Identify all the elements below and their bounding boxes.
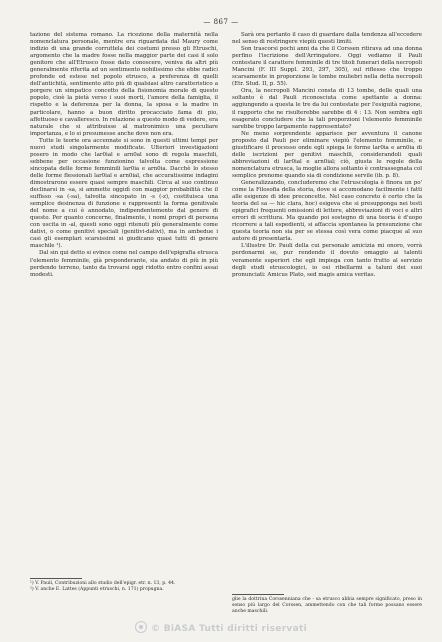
left-text-column: [30, 32, 218, 577]
footnote: glie la dottrina Corssenniana che - sa etrusco abbia sempre significato, preso in senso più largo del Corssen, ammettendo con che tali forme possano essere anche maschili.: [232, 597, 422, 614]
paragraph: Sarà ora pertanto il caso di guardare dalla tendenza all'eccedere nel senso di restringere viepiù questi limiti.: [232, 32, 422, 46]
footnote: ¹) V. Pauli, Contribuzioni allo studio dell'epigr. etr. n. 13, p. 44.: [30, 581, 176, 586]
paragraph: Generalizzando, concluderemo che l'etruscologia è finora un po' come la Filosofia della storia, dove si accomodano facilmente i fatti alle esigenze di idee preconcette. Nel caso concreto è certo che la teoria del sa — hic clara, hoc) esigeva che si presupponga nei testi epigrafici frequenti omissioni di lettere, abbreviazioni di voci e altri errori di scrittura. Ma quando poi sostegno di una teoria è d'uopo ricorrere a tali espedienti, si affaccia spontanea la presunzione che questa teoria non sia per se stessa così vera come piacque al suo autore di presentarla.: [232, 179, 422, 243]
paragraph: Son trascorsi pochi anni da che il Corssen ritirava ad una donna perfino l'iscrizione dell'Arringatore. Oggi vediamo il Pauli contestare il carattere femminile di tre titoli funerari della necropoli Mancini (F. III Suppl. 293, 297, 305), sul riflesso che troppo scarsamente in proporzione le tombe muliebri nella detta necropoli (Etr. Stud. II, p. 55).: [232, 46, 422, 88]
paragraph: tazione del sistema romano. La ricezione della maternità nella nomenclatura personale, mentre era riguardata dal Maury come indizio di una grande corruttela dei costumi presso gli Etruschi, argomento che la madre fosse nella maggior parte dei casi il solo genitore che all'Etrusco fosse dato conoscere, veniva da altri più generalmente riferita ad un sentimento nobilissimo che ebbe radici profonde ed estese nel popolo etrusco, a preferenza di quelli dell'antichità, sentimento atto più di qualsiasi altro caratteristico a porgere un simpatico concetto della fisionomia morale di questo popolo, cioè la pietà verso i suoi morti, l'amore della famiglia, il rispetto e la deferenza per la donna, la sposa e la madre in particolare, hanno a buon diritto procacciato fama di pio, affettuoso e cavalleresco. In relazione a questo modo di vedere, era naturale che si attribuisse al matronimico una peculiare importanza, e lo si presumesse anche dove non era.: [30, 32, 218, 137]
paragraph: Ne meno sorprendente apparisce per avventura il canone proposto dal Pauli per eliminare viepiù l'elemento femminile, e giustificare il processo onde egli spiega le forme lar0ia e arn0ia di delle iscrizioni per genitivi maschili, considerandoli quali abbreviazioni di lar0ial e arn0ial; ciò, giusta le regole della nomenclatura etrusca, la moglie allora soltanto è contrassegnata col semplice prenome quando sia di condizione servile (ib. p. 8).: [232, 130, 422, 179]
footnote: ²) V. anche E. Lattes (Appunti etruschi, n. 171) propugna.: [30, 587, 164, 592]
footnote-rule-left: [30, 578, 82, 579]
page-number-header: — 867 —: [203, 18, 239, 26]
footnote-rule-right: [232, 594, 284, 595]
footnotes-left: [30, 581, 218, 593]
paragraph: Tutte le teorie ora accennate si sono in questi ultimi tempi per nuovi studi singolarmente modificate. Ulteriori investigazioni posero in modo che lar0ial e arn0al sono di regola maschili, sebbene per occasione funzionino talvolta come espressione sincopata delle forme femminili lar0ia e arn0ia. Dacchè lo stesso delle forme flessionali lar0ial e arn0ial, che accuratissime indagini dimostrarono essere quasi sempre maschili. Circa al suo continuo declinarsi in -sa, si ammette oggidì con maggior probabilità che il suffisso -sa (-sa), talvolta sincopato in -s (-z), costituisca una semplice desinenza di funzione e rappresenti la forma genitivale del nome a cui è annodato, indipendentemente dal genere di questo. Per quanto concerne, finalmente, i nomi propri di persona con uscita in -al, questi sono oggi ritenuti più generalmente come dativi, o come genitivi speciali (genitivi-dativi), ma in ambedue i casi gli esemplari scarsissimi si giudicano quasi tutti di genere maschile ¹).: [30, 137, 218, 250]
paragraph: Ora, la necropoli Mancini consta di 13 tombe, delle quali una soltanto è dal Pauli riconosciuta come spettante a donna: aggiungendo a questa le tre da lui contestate per l'esiguità ragione, il rapporto che ne risulterebbe sarebbe di 4 : 13. Non sembra egli esagerato concludere che la tali proporzioni l'elemento femminile sarebbe troppo largamente rappresentato?: [232, 88, 422, 130]
paragraph: Dal sin qui detto si evince come nel campo dell'epigrafia etrusca l'elemento femminile, già preponderante, sia andato di più in più perdendo terreno, tanto da trovarsi oggi ridotto entro confini assai modesti.: [30, 250, 218, 278]
paragraph: L'illustre Dr. Pauli della cui personale amicizia mi onoro, vorrà perdonarmi se, pur rendendo il dovuto omaggio ai talenti veramente superiori che egli impiega con tanto frutto al servizio degli studi etruscologici, io osi ribellarmi a taluni dei suoi pronunciati: Amicus Plato, sed magis amica veritas.: [232, 243, 422, 278]
watermark-text: © BiASA Tutti diritti riservati: [151, 624, 307, 634]
right-text-column: [232, 32, 422, 587]
watermark-seal-icon: [135, 621, 147, 633]
copyright-watermark: [0, 621, 442, 634]
footnotes-right: [232, 597, 422, 615]
